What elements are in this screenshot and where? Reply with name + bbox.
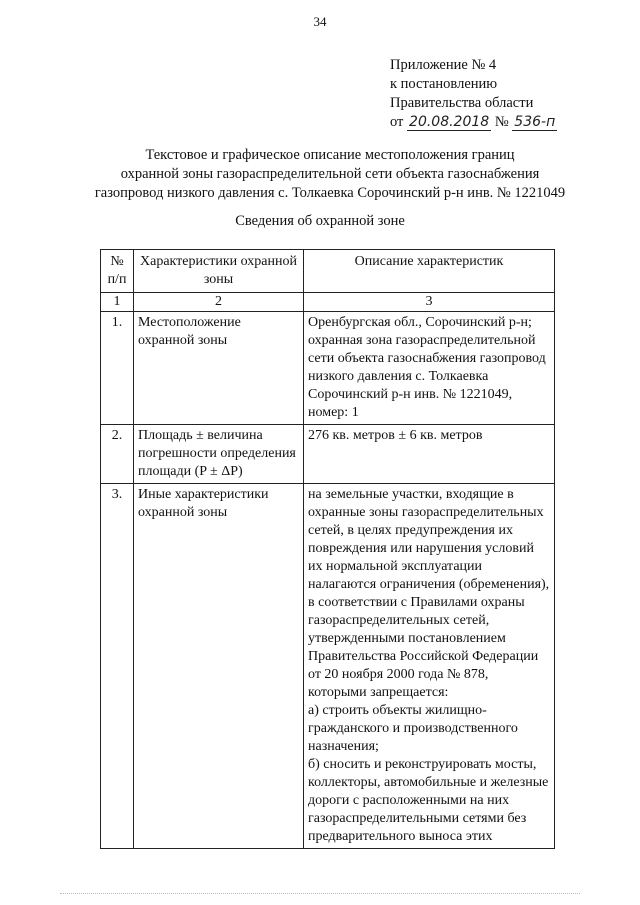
scan-bottom-edge — [60, 893, 580, 897]
zone-table — [100, 249, 555, 849]
restriction-item-a: а) строить объекты жилищно-гражданского и производственного назначения; — [308, 703, 518, 754]
appendix-block — [390, 56, 557, 132]
handwritten-number: 536-п — [514, 114, 556, 130]
table-index-row — [101, 293, 555, 312]
row-description-cell — [304, 484, 555, 849]
title-line-2: охранной зоны газораспределительной сети объекта газоснабжения — [120, 166, 540, 182]
row-num: 1. — [101, 312, 134, 425]
index-cell: 3 — [304, 293, 555, 312]
page-number: 34 — [313, 14, 327, 29]
row-num: 3. — [101, 484, 134, 849]
table-row — [101, 312, 555, 425]
appendix-line-1: Приложение № 4 — [390, 57, 497, 73]
table-header-row — [101, 250, 555, 293]
row-description: на земельные участки, входящие в охранные зоны газораспределительных сетей, в целях предупреждения их повреждения или нарушения условий их нормальной эксплуатации налагаются ограничения (обременения), в соответствии с Правилами охраны газораспределительных сетей, утвержденными постановлением Правительства Российской Федерации от 20 ноября 2000 года № 878, которыми запрещается: — [308, 487, 550, 700]
handwritten-date: 20.08.2018 — [409, 114, 490, 130]
header-description: Описание характеристик — [304, 250, 555, 293]
table-row — [101, 484, 555, 849]
row-description: 276 кв. метров ± 6 кв. метров — [304, 425, 555, 484]
restriction-item-b: б) сносить и реконструировать мосты, коллекторы, автомобильные и железные дороги с расположенными на них газораспределительными сетями без предварительного выноса этих — [308, 757, 549, 844]
appendix-line-3: Правительства области — [390, 95, 534, 111]
row-characteristic: Иные характеристики охранной зоны — [134, 484, 304, 849]
row-description: Оренбургская обл., Сорочинский р-н; охранная зона газораспределительной сети объекта газоснабжения газопровод низкого давления с. Толкаевка Сорочинский р-н инв. № 1221049, номер: 1 — [304, 312, 555, 425]
row-characteristic: Местоположение охранной зоны — [134, 312, 304, 425]
index-cell: 1 — [101, 293, 134, 312]
row-characteristic: Площадь ± величина погрешности определения площади (P ± ΔP) — [134, 425, 304, 484]
appendix-date-line — [390, 113, 557, 132]
document-title — [80, 146, 580, 203]
row-num: 2. — [101, 425, 134, 484]
number-label: № — [494, 114, 509, 130]
header-characteristics: Характеристики охранной зоны — [134, 250, 304, 293]
table-row — [101, 425, 555, 484]
from-label: от — [390, 114, 404, 130]
index-cell: 2 — [134, 293, 304, 312]
section-title: Сведения об охранной зоне — [235, 213, 405, 229]
appendix-line-2: к постановлению — [390, 76, 498, 92]
header-num: № п/п — [101, 250, 134, 293]
title-line-1: Текстовое и графическое описание местоположения границ — [145, 147, 515, 163]
title-line-3: газопровод низкого давления с. Толкаевка Сорочинский р-н инв. № 1221049 — [94, 185, 566, 201]
